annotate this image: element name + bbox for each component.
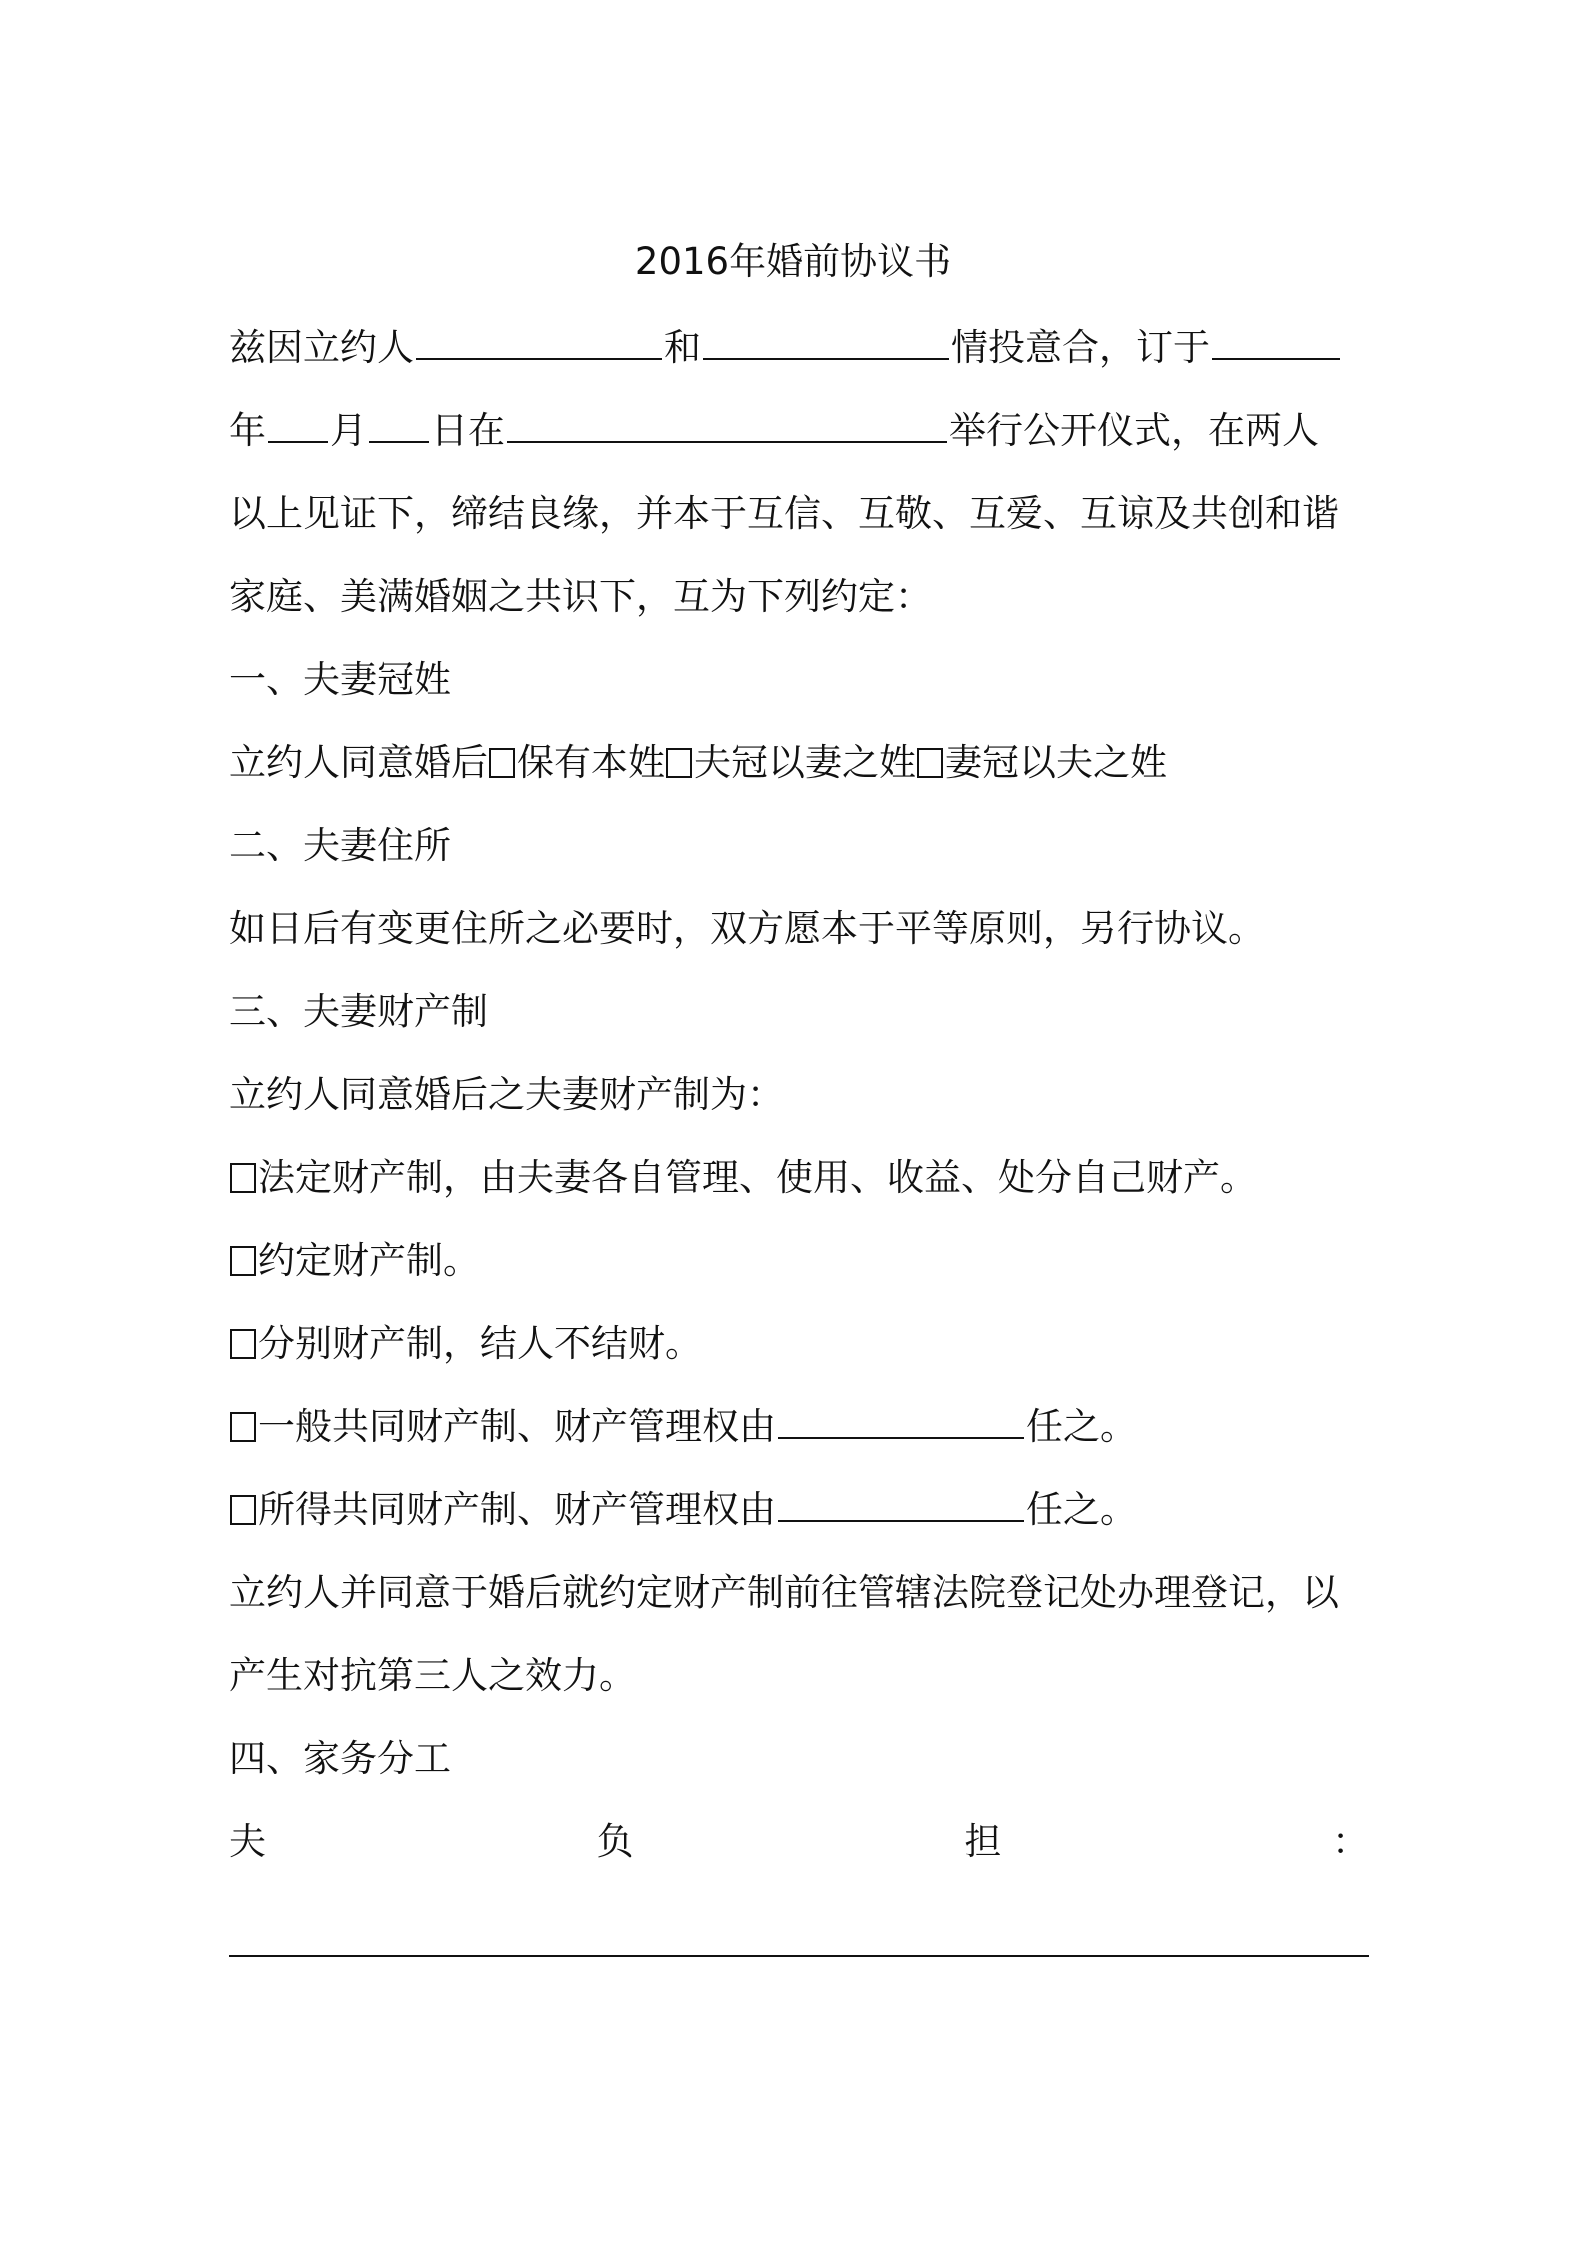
option-label: 保有本姓 [517,741,665,784]
location-blank[interactable] [507,403,947,443]
checkbox-husband-wife-surname[interactable] [666,748,692,778]
intro-text: 日在 [431,409,505,452]
intro-line-2 [229,401,1369,461]
intro-text: 月 [330,409,367,452]
property-note-line-1: 立约人并同意于婚后就约定财产制前往管辖法院登记处办理登记，以 [229,1571,1339,1614]
page-title: 2016年婚前协议书 [634,240,952,283]
intro-line-1 [229,318,1369,378]
property-option-1 [229,1148,1369,1208]
option-label: 约定财产制。 [258,1239,480,1282]
option-label: 任之。 [1026,1488,1137,1531]
intro-text: 年 [229,409,266,452]
husband-duty-char: 担 [964,1820,1002,1863]
option-label: 夫冠以妻之姓 [694,741,916,784]
section-heading-residence: 二、夫妻住所 [229,824,451,867]
checkbox-keep-surname[interactable] [489,748,515,778]
intro-text: 情投意合，订于 [951,326,1210,369]
manager-blank-general[interactable] [778,1399,1024,1439]
checkbox-agreed-property[interactable] [230,1246,256,1276]
husband-duty-char: ： [1331,1820,1369,1863]
option-label: 所得共同财产制、财产管理权由 [258,1488,776,1531]
husband-duty-char: 夫 [229,1820,266,1863]
section-heading-housework: 四、家务分工 [229,1737,451,1780]
property-intro: 立约人同意婚后之夫妻财产制为： [229,1073,784,1116]
checkbox-general-community-property[interactable] [230,1412,256,1442]
month-blank[interactable] [268,403,328,443]
husband-duty-label [229,1812,1369,1872]
day-blank[interactable] [369,403,429,443]
intro-text: 兹因立约人 [229,326,414,369]
intro-line-3: 以上见证下，缔结良缘，并本于互信、互敬、互爱、互谅及共创和谐 [229,492,1339,535]
section-heading-property: 三、夫妻财产制 [229,990,488,1033]
section-heading-surname: 一、夫妻冠姓 [229,658,451,701]
intro-line-4: 家庭、美满婚姻之共识下，互为下列约定： [229,575,932,618]
residence-text: 如日后有变更住所之必要时，双方愿本于平等原则，另行协议。 [229,907,1265,950]
option-label: 任之。 [1026,1405,1137,1448]
surname-options [229,733,1369,793]
husband-duty-char: 负 [596,1820,634,1863]
checkbox-separate-property[interactable] [230,1329,256,1359]
checkbox-wife-husband-surname[interactable] [917,748,943,778]
property-option-3 [229,1314,1369,1374]
year-blank[interactable] [1212,320,1340,360]
intro-text: 和 [664,326,701,369]
property-option-5 [229,1480,1369,1540]
intro-text: 举行公开仪式，在两人 [949,409,1319,452]
option-label: 妻冠以夫之姓 [945,741,1167,784]
option-label: 一般共同财产制、财产管理权由 [258,1405,776,1448]
option-label: 法定财产制，由夫妻各自管理、使用、收益、处分自己财产。 [258,1156,1257,1199]
checkbox-income-community-property[interactable] [230,1495,256,1525]
surname-prefix: 立约人同意婚后 [229,741,488,784]
manager-blank-income[interactable] [778,1482,1024,1522]
property-note-line-2: 产生对抗第三人之效力。 [229,1654,636,1697]
party-b-blank[interactable] [703,320,949,360]
property-option-2 [229,1231,1369,1291]
property-option-4 [229,1397,1369,1457]
husband-duty-blank[interactable] [229,1955,1369,1957]
checkbox-statutory-property[interactable] [230,1163,256,1193]
option-label: 分别财产制，结人不结财。 [258,1322,702,1365]
party-a-blank[interactable] [416,320,662,360]
